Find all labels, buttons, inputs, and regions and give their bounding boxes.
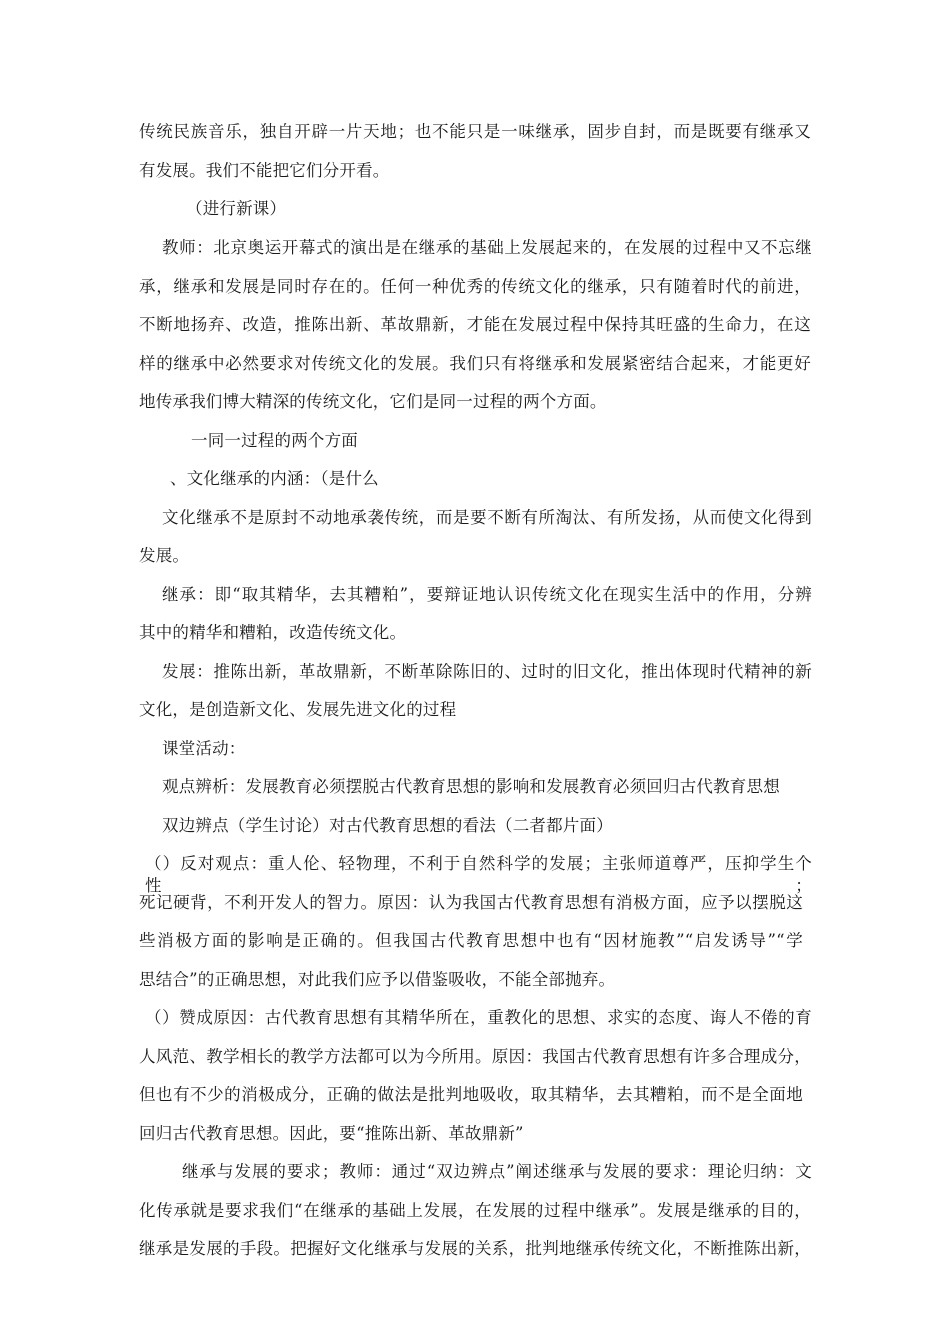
text-line: 传统民族音乐，独自开辟一片天地；也不能只是一味继承，固步自封，而是既要有继承又	[139, 122, 811, 141]
text-line: 有发展。我们不能把它们分开看。	[139, 161, 390, 180]
text-line: （）反对观点：重人伦、轻物理，不利于自然科学的发展；主张师道尊严，压抑学生个性；	[145, 854, 812, 895]
text-line: 继承：即“取其精华，去其糟粕”，要辩证地认识传统文化在现实生活中的作用，分辨	[162, 585, 812, 604]
text-line: 发展：推陈出新，革故鼎新，不断革除陈旧的、过时的旧文化，推出体现时代精神的新	[162, 662, 812, 681]
section-heading: （进行新课）	[186, 199, 287, 218]
text-line: 继承与发展的要求；教师：通过“双边辨点”阐述继承与发展的要求：理论归纳：文	[182, 1162, 812, 1181]
section-heading: 课堂活动：	[162, 739, 246, 758]
text-line: 承，继承和发展是同时存在的。任何一种优秀的传统文化的继承，只有随着时代的前进，	[139, 277, 811, 296]
text-line: 发展。	[139, 546, 190, 565]
text-line: （）赞成原因：古代教育思想有其精华所在，重教化的思想、求实的态度、诲人不倦的育	[145, 1008, 812, 1027]
text-line: 不断地扬弃、改造，推陈出新、革故鼎新，才能在发展过程中保持其旺盛的生命力，在这	[139, 315, 811, 334]
text-line: 回归古代教育思想。因此，要“推陈出新、革故鼎新”	[139, 1124, 524, 1143]
text-line: 继承是发展的手段。把握好文化继承与发展的关系，批判地继承传统文化，不断推陈出新，	[139, 1239, 811, 1258]
text-line: 思结合”的正确思想，对此我们应予以借鉴吸收，不能全部抛弃。	[139, 970, 616, 989]
text-line: 文化，是创造新文化、发展先进文化的过程	[139, 700, 457, 719]
section-heading: 一同一过程的两个方面	[191, 431, 358, 450]
text-line: 死记硬背，不利开发人的智力。原因：认为我国古代教育思想有消极方面，应予以摆脱这	[139, 893, 803, 912]
text-line: 观点辨析：发展教育必须摆脱古代教育思想的影响和发展教育必须回归古代教育思想	[162, 777, 780, 796]
text-line: 教师：北京奥运开幕式的演出是在继承的基础上发展起来的，在发展的过程中又不忘继	[162, 238, 812, 257]
text-line: 但也有不少的消极成分，正确的做法是批判地吸收，取其精华，去其糟粕，而不是全面地	[139, 1085, 803, 1104]
text-line: 文化继承不是原封不动地承袭传统，而是要不断有所淘汰、有所发扬，从而使文化得到	[162, 508, 812, 527]
text-line: 双边辨点（学生讨论）对古代教育思想的看法（二者都片面）	[162, 816, 613, 835]
text-line: 地传承我们博大精深的传统文化，它们是同一过程的两个方面。	[139, 392, 607, 411]
section-heading: 、文化继承的内涵：（是什么	[170, 469, 379, 488]
text-line: 人风范、教学相长的教学方法都可以为今所用。原因：我国古代教育思想有许多合理成分，	[139, 1047, 811, 1066]
text-line: 其中的精华和糟粕，改造传统文化。	[139, 623, 407, 642]
text-line: 些消极方面的影响是正确的。但我国古代教育思想中也有“因材施教”“启发诱导”“学	[139, 931, 803, 950]
text-line: 样的继承中必然要求对传统文化的发展。我们只有将继承和发展紧密结合起来，才能更好	[139, 354, 811, 373]
text-line: 化传承就是要求我们“在继承的基础上发展，在发展的过程中继承”。发展是继承的目的，	[139, 1201, 811, 1220]
